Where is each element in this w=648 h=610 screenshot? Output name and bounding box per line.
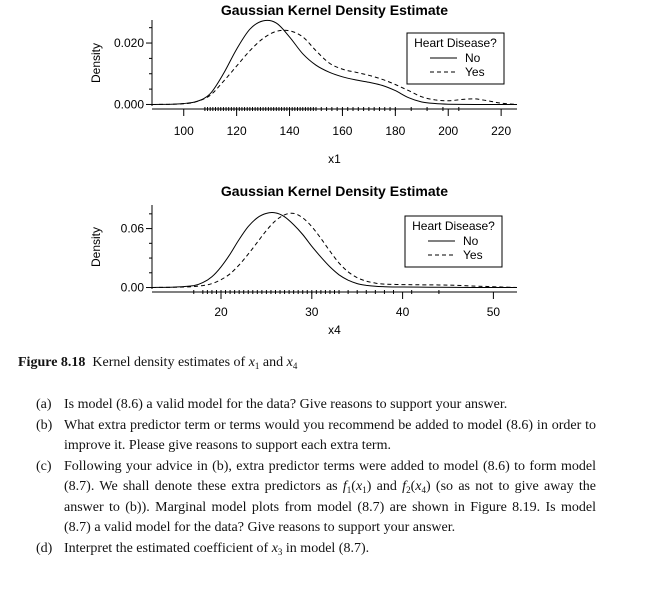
chart-2-x-tick-label: 30 <box>305 305 319 319</box>
question-d-label: (d) <box>36 540 53 556</box>
question-d-text1: Interpret the estimated coefficient of <box>64 540 269 556</box>
chart-1-legend-entry-yes: Yes <box>465 65 485 79</box>
chart-1-x-tick-label: 160 <box>332 124 353 138</box>
question-c-f1-arg: x <box>355 479 363 494</box>
question-c-f2-sub: 2 <box>406 485 411 495</box>
plot-x4-density <box>89 183 517 337</box>
question-a <box>36 395 596 416</box>
question-c-f1-arg-sub: 1 <box>362 485 367 495</box>
figure-caption <box>18 355 297 371</box>
chart-1-x-tick-label: 220 <box>491 124 512 138</box>
question-d-sub: 3 <box>277 546 283 557</box>
chart-1-x-tick-label: 200 <box>438 124 459 138</box>
question-b-text: What extra predictor term or terms would you recommend be added to model (8.6) in order to improve it. Please give reasons to support each extra term. <box>64 417 596 453</box>
chart-1-title: Gaussian Kernel Density Estimate <box>220 2 449 18</box>
question-a-label: (a) <box>36 397 52 412</box>
question-d <box>36 539 596 560</box>
chart-2-x-tick-label: 50 <box>486 305 501 319</box>
chart-1-y-axis-label: Density <box>89 42 103 84</box>
caption-var-b: x <box>286 355 293 370</box>
caption-var-a: x <box>248 355 255 370</box>
question-a-text: Is model (8.6) a valid model for the data? Give reasons to support your answer. <box>64 397 508 412</box>
caption-and: and <box>262 355 284 370</box>
question-c: (c) Following your advice in (b), extra predictor terms were added to model (8.6) to form model (8.7). We shall denote these extra predictors as $f_1(x_1)$ and $f_2(x_4)$ (so as not to give away the answer to (b)). Marginal model plots from model (8.7) are shown in Figure 8.19. Is model (8.7) a valid model for the data? Give reasons to support your answer. <box>36 458 596 535</box>
chart-2-y-tick-label: 0.06 <box>120 221 144 236</box>
caption-sub-a: 1 <box>254 361 260 371</box>
chart-2-x-tick-label: 40 <box>395 305 410 319</box>
question-c-text2: (so as not to give away the answer to (b)). Marginal model plots from model (8.7) are shown in Figure 8.19. Is model (8.7) a valid model for the data? Give reasons to support your answer. <box>64 479 596 535</box>
question-b <box>36 416 596 457</box>
question-d-text2: in model (8.7). <box>285 540 370 556</box>
question-c-f1-sub: 1 <box>346 485 352 495</box>
caption-text: Kernel density estimates of <box>92 355 246 370</box>
chart-2-y-tick-label: 0.00 <box>120 280 144 295</box>
question-c-and: and <box>376 479 397 494</box>
chart-2-x-axis-label: x4 <box>328 323 341 337</box>
chart-1-legend-title: Heart Disease? <box>414 36 497 50</box>
chart-1-x-tick-label: 180 <box>385 124 406 138</box>
plot-x1-density <box>89 2 517 166</box>
chart-1-legend-entry-no: No <box>465 51 481 65</box>
chart-2-x-tick-label: 20 <box>214 305 228 319</box>
question-b-label: (b) <box>36 417 53 433</box>
chart-2-title: Gaussian Kernel Density Estimate <box>220 183 449 199</box>
chart-2-y-axis-label: Density <box>89 226 103 268</box>
figure-label: Figure 8.18 <box>18 355 86 370</box>
chart-1-y-tick-label: 0.020 <box>113 36 144 51</box>
chart-2-legend-title: Heart Disease? <box>412 219 495 233</box>
question-c-f1: f <box>342 479 347 494</box>
question-d-var: x <box>271 540 278 556</box>
question-c-text1: Following your advice in (b), extra predictor terms were added to model (8.6) to form model (8.7). We shall denote these extra predictors as <box>64 458 596 494</box>
question-c-f2-arg-sub: 4 <box>421 485 426 495</box>
chart-1-x-tick-label: 100 <box>173 124 194 138</box>
chart-1-x-tick-label: 120 <box>226 124 247 138</box>
chart-2-legend-entry-no: No <box>463 234 479 248</box>
chart-1-y-tick-label: 0.000 <box>113 97 144 112</box>
question-c-f2: f <box>402 479 407 494</box>
question-c-f2-arg: x <box>415 479 422 494</box>
question-list <box>36 395 596 559</box>
chart-1-x-axis-label: x1 <box>328 152 341 166</box>
question-c-label: (c) <box>36 458 52 474</box>
caption-sub-b: 4 <box>292 361 298 371</box>
chart-2-legend-entry-yes: Yes <box>463 248 483 262</box>
chart-1-x-tick-label: 140 <box>279 124 300 138</box>
